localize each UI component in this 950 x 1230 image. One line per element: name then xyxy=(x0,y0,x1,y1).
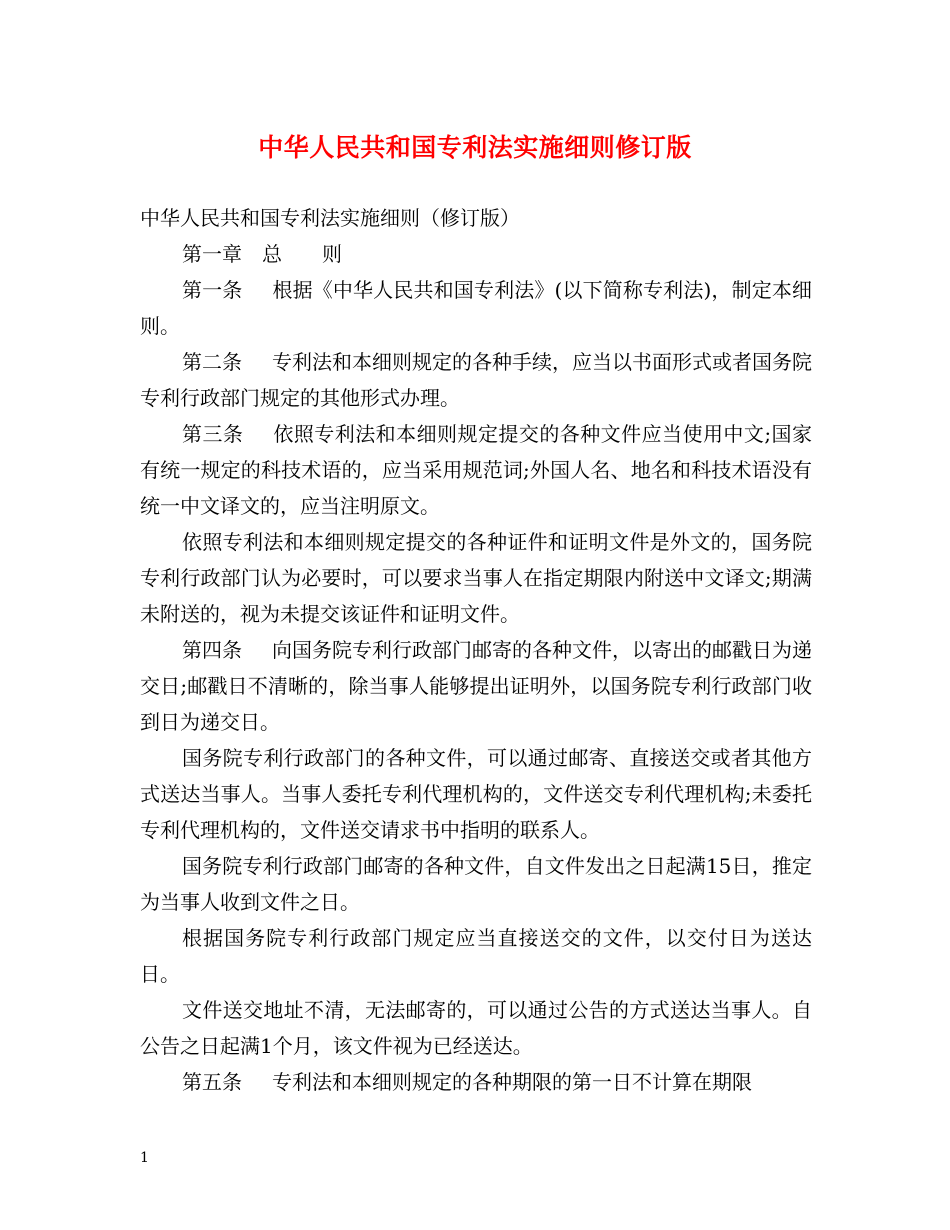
article-label: 第二条 xyxy=(182,350,242,374)
paragraph-text: 依照专利法和本细则规定提交的各种文件应当使用中文;国家有统一规定的科技术语的，应当采用规范词;外国人名、地名和科技术语没有统一中文译文的，应当注明原文。 xyxy=(140,422,812,518)
page-number: 1 xyxy=(140,1150,149,1166)
paragraph-text: 文件送交地址不清，无法邮寄的，可以通过公告的方式送达当事人。自公告之日起满1个月，该文件视为已经送达。 xyxy=(140,998,812,1058)
paragraph-text: 国务院专利行政部门邮寄的各种文件，自文件发出之日起满15日，推定为当事人收到文件之日。 xyxy=(140,854,812,914)
paragraph xyxy=(140,848,812,920)
paragraph-text: 向国务院专利行政部门邮寄的各种文件，以寄出的邮戳日为递交日;邮戳日不清晰的，除当事人能够提出证明外，以国务院专利行政部门收到日为递交日。 xyxy=(140,638,812,734)
paragraph xyxy=(140,992,812,1064)
document-subtitle: 中华人民共和国专利法实施细则（修订版） xyxy=(140,206,520,230)
paragraph-text: 专利法和本细则规定的各种手续，应当以书面形式或者国务院专利行政部门规定的其他形式办理。 xyxy=(140,350,812,410)
paragraph-text: 国务院专利行政部门的各种文件，可以通过邮寄、直接送交或者其他方式送达当事人。当事人委托专利代理机构的，文件送交专利代理机构;未委托专利代理机构的，文件送交请求书中指明的联系人。 xyxy=(140,746,812,842)
paragraph xyxy=(140,344,812,416)
document-title: 中华人民共和国专利法实施细则修订版 xyxy=(258,133,692,162)
chapter-heading: 第一章 总 则 xyxy=(182,242,342,266)
paragraph xyxy=(140,524,812,632)
paragraph xyxy=(140,416,812,524)
paragraph xyxy=(140,920,812,992)
article-label: 第三条 xyxy=(182,422,244,446)
paragraph xyxy=(140,740,812,848)
paragraph xyxy=(140,1064,812,1100)
paragraph-text: 依照专利法和本细则规定提交的各种证件和证明文件是外文的，国务院专利行政部门认为必要时，可以要求当事人在指定期限内附送中文译文;期满未附送的，视为未提交该证件和证明文件。 xyxy=(140,530,812,626)
article-label: 第四条 xyxy=(182,638,242,662)
article-label: 第一条 xyxy=(182,278,243,302)
paragraph-text: 根据国务院专利行政部门规定应当直接送交的文件，以交付日为送达日。 xyxy=(140,926,812,986)
paragraph-text: 根据《中华人民共和国专利法》(以下简称专利法)，制定本细则。 xyxy=(140,278,813,338)
article-label: 第五条 xyxy=(182,1070,242,1094)
document-body xyxy=(140,200,812,1100)
paragraph-text: 专利法和本细则规定的各种期限的第一日不计算在期限 xyxy=(272,1070,752,1094)
paragraph xyxy=(140,272,812,344)
paragraph xyxy=(140,632,812,740)
